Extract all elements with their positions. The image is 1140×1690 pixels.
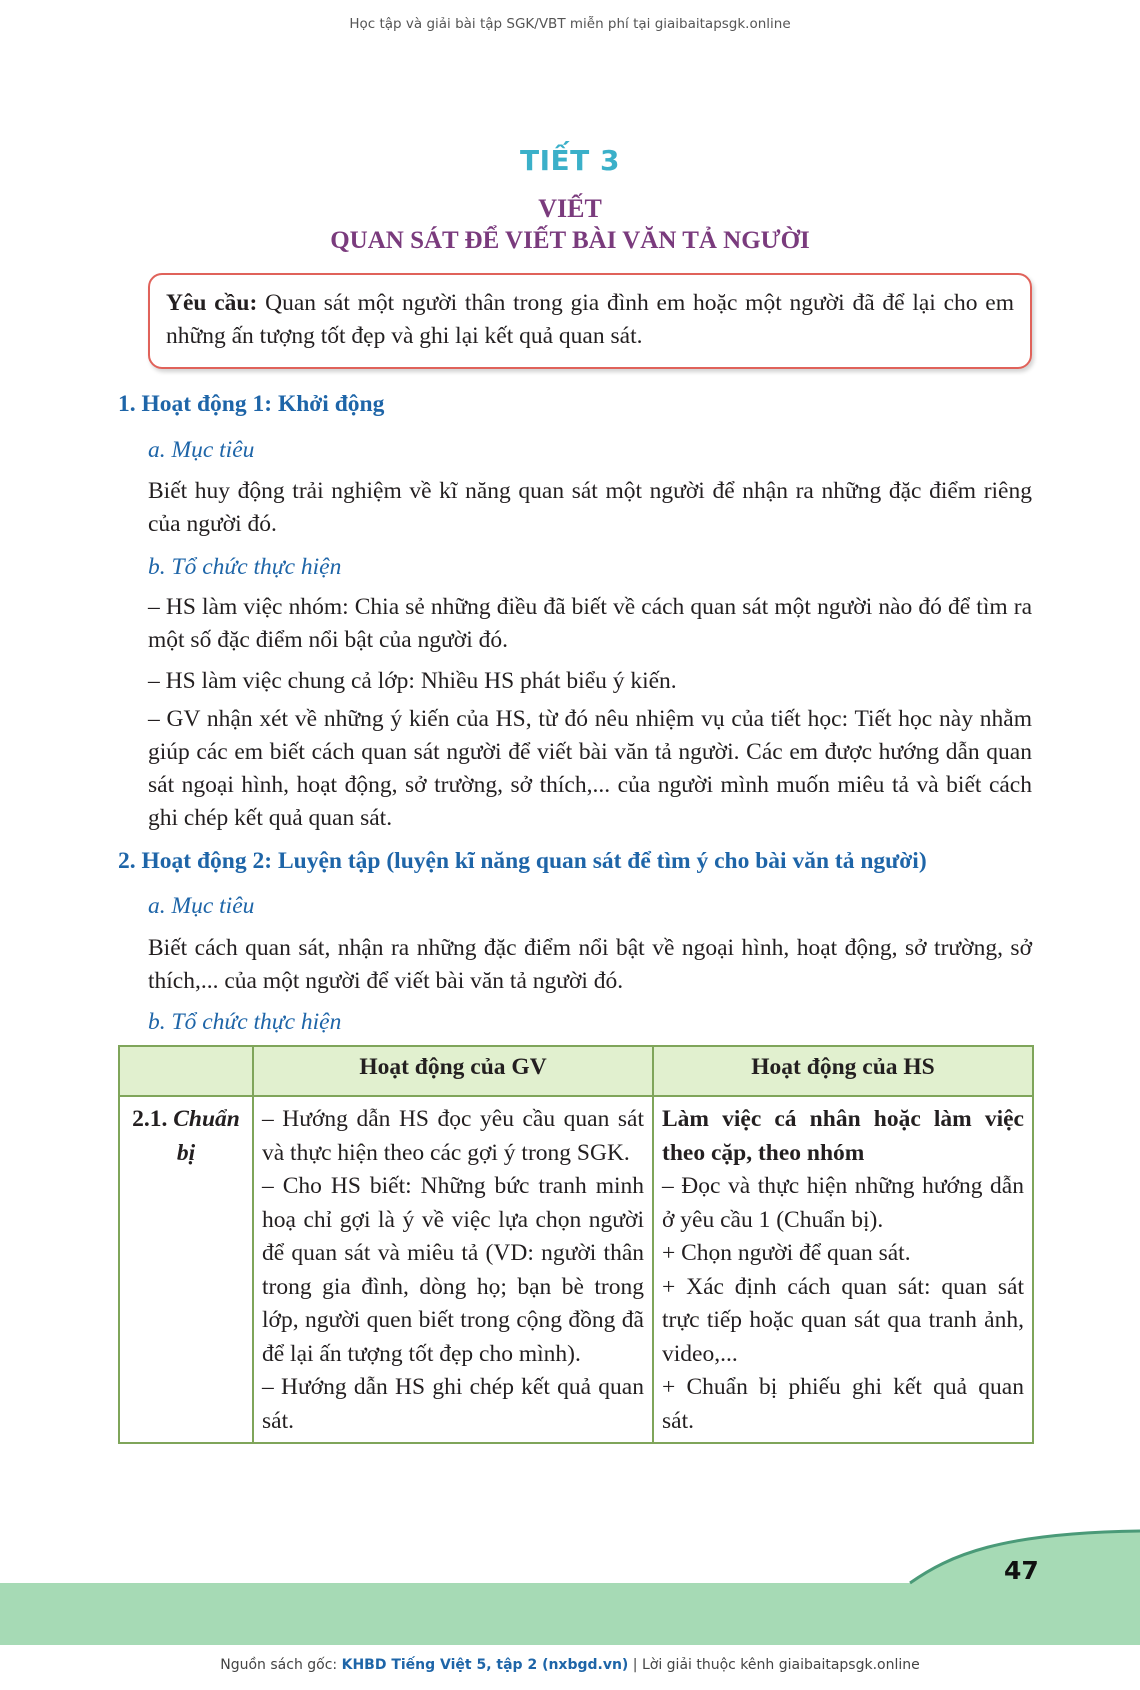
activity1-bullet-2: – HS làm việc chung cả lớp: Nhiều HS phát biểu ý kiến. [148,668,677,694]
footer-suffix: | Lời giải thuộc kênh giaibaitapsgk.online [628,1657,920,1673]
activity1-bullet-3: – GV nhận xét về những ý kiến của HS, từ đó nêu nhiệm vụ của tiết học: Tiết học này nhằm giúp các em biết cách quan sát người để viết bài văn tả người. Các em được hướng dẫn quan sát ngoại hình, hoạt động, sở trường, sở thích,... của người mình muốn miêu tả và biết cách ghi chép kết quả quan sát. [148,706,1032,831]
hs-line-3: + Xác định cách quan sát: quan sát trực tiếp hoặc quan sát qua tranh ảnh, video,... [662,1273,1024,1367]
gv-line-3: – Hướng dẫn HS ghi chép kết quả quan sát. [262,1374,644,1434]
gv-cell [253,1096,653,1443]
hs-bold-line: Làm việc cá nhân hoặc làm việc theo cặp, theo nhóm [662,1106,1024,1166]
activity2-heading: 2. Hoạt động 2: Luyện tập (luyện kĩ năng quan sát để tìm ý cho bài văn tả người) [118,848,927,874]
row-label-text: Chuẩn bị [173,1106,240,1166]
requirement-box [148,273,1032,369]
lesson-title: TIẾT 3 [520,144,620,177]
hs-line-4: + Chuẩn bị phiếu ghi kết quả quan sát. [662,1374,1024,1434]
activity1-goal-text: Biết huy động trải nghiệm về kĩ năng quan sát một người để nhận ra những đặc điểm riêng của người đó. [148,478,1032,537]
activity1-goal-label: a. Mục tiêu [148,437,255,463]
footer-band [0,1583,1140,1645]
row-label [119,1096,253,1443]
footer-note [0,1657,1140,1673]
page-number: 47 [1004,1556,1039,1585]
gv-line-2: – Cho HS biết: Những bức tranh minh hoạ chỉ gợi là ý về việc lựa chọn người để quan sát và miêu tả (VD: người thân trong gia đình, dòng họ; bạn bè trong lớp, người quen biết trong cộng đồng đã để lại ấn tượng tốt đẹp cho mình). [262,1173,644,1367]
gv-line-1: – Hướng dẫn HS đọc yêu cầu quan sát và thực hiện theo các gợi ý trong SGK. [262,1106,644,1166]
requirement-text: Quan sát một người thân trong gia đình em hoặc một người đã để lại cho em những ấn tượng tốt đẹp và ghi lại kết quả quan sát. [166,290,1015,349]
activity1-heading: 1. Hoạt động 1: Khởi động [118,391,385,417]
activity1-bullet-1: – HS làm việc nhóm: Chia sẻ những điều đã biết về cách quan sát một người nào đó để tìm ra một số đặc điểm nổi bật của người đó. [148,594,1032,653]
row-label-num: 2.1. [132,1106,168,1132]
table-header-gv: Hoạt động của GV [253,1046,653,1096]
page-title: QUAN SÁT ĐỂ VIẾT BÀI VĂN TẢ NGƯỜI [330,227,810,254]
hs-cell [653,1096,1033,1443]
activity-table [118,1045,1034,1444]
activity1-org-label: b. Tổ chức thực hiện [148,554,342,580]
requirement-label: Yêu cầu: [166,290,258,316]
footer-prefix: Nguồn sách gốc: [220,1657,342,1673]
top-note: Học tập và giải bài tập SGK/VBT miễn phí tại giaibaitapsgk.online [349,16,791,32]
activity2-goal-label: a. Mục tiêu [148,893,255,919]
activity2-org-label: b. Tổ chức thực hiện [148,1009,342,1035]
activity2-goal-text: Biết cách quan sát, nhận ra những đặc điểm nổi bật về ngoại hình, hoạt động, sở trường, sở thích,... của một người để viết bài văn tả người đó. [148,935,1032,994]
footer-source: KHBD Tiếng Việt 5, tập 2 (nxbgd.vn) [341,1657,629,1673]
hs-line-2: + Chọn người để quan sát. [662,1240,911,1266]
table-header-hs: Hoạt động của HS [653,1046,1033,1096]
table-row [119,1096,1033,1443]
table-header-empty [119,1046,253,1096]
hs-line-1: – Đọc và thực hiện những hướng dẫn ở yêu cầu 1 (Chuẩn bị). [662,1173,1024,1233]
table-header-row [119,1046,1033,1096]
section-title: VIẾT [538,194,602,223]
